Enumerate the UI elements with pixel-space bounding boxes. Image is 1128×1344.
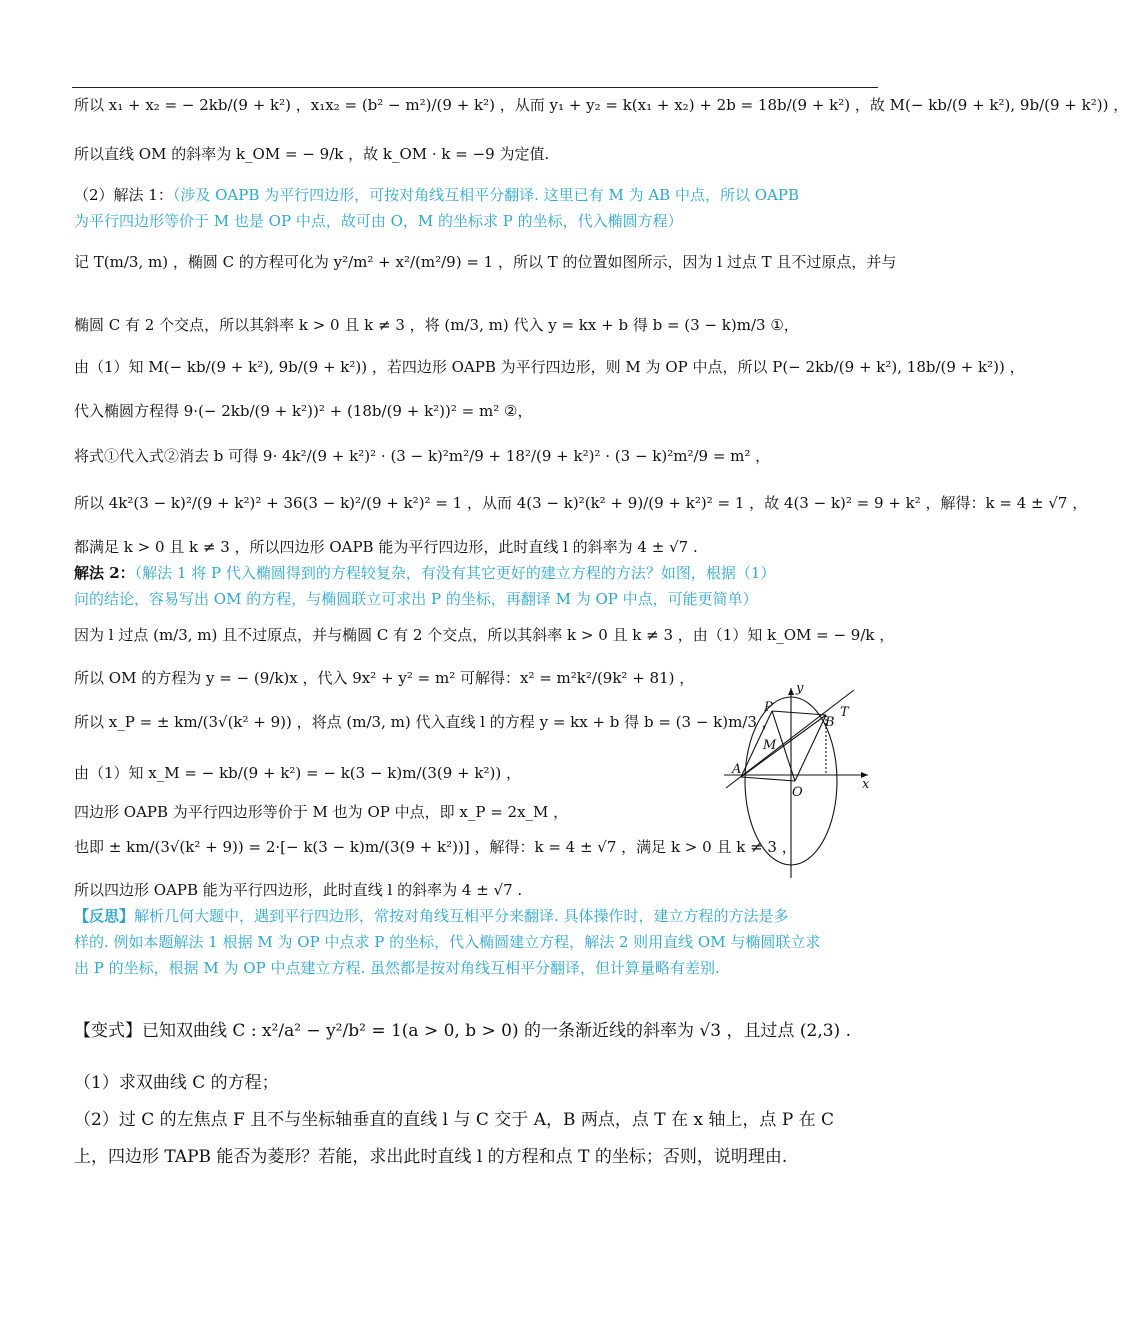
label-m: M bbox=[763, 738, 777, 753]
reflection-text: 样的. 例如本题解法 1 根据 M 为 OP 中点求 P 的坐标，代入椭圆建立方程，解法 2 则用直线 OM 与椭圆联立求 bbox=[74, 933, 821, 951]
hint-text: 为平行四边形等价于 M 也是 OP 中点，故可由 O，M 的坐标求 P 的坐标，代入椭圆方程） bbox=[74, 212, 683, 230]
text-line bbox=[74, 906, 789, 926]
method1-label: （2）解法 1： bbox=[74, 186, 173, 204]
text-line bbox=[74, 563, 775, 583]
text-line: 所以四边形 OAPB 能为平行四边形，此时直线 l 的斜率为 4 ± √7 . bbox=[74, 881, 523, 899]
text-line bbox=[74, 185, 799, 205]
text-line: 所以 4k²(3 − k)²/(9 + k²)² + 36(3 − k)²/(9 + k²)² = 1 ，从而 4(3 − k)²(k² + 9)/(9 + k²)² = 1 ，故 4(3 − k)² = 9 + k² ，解得：k = 4 ± √7 ， bbox=[74, 494, 1088, 512]
label-p: P bbox=[764, 700, 773, 715]
segment-bo bbox=[795, 715, 826, 781]
label-a: A bbox=[732, 762, 742, 777]
text-line: 所以 x₁ + x₂ = − 2kb/(9 + k²) ，x₁x₂ = (b² − m²)/(9 + k²) ，从而 y₁ + y₂ = k(x₁ + x₂) + 2b = 18b/(9 + k²) ，故 M(− kb/(9 + k²), 9b/(9 + k²)) ， bbox=[74, 96, 1128, 114]
label-o: O bbox=[792, 785, 803, 800]
reflection-label: 【反思】 bbox=[74, 907, 135, 925]
ellipse-diagram bbox=[716, 680, 876, 880]
text-line: 也即 ± km/(3√(k² + 9)) = 2·[− k(3 − k)m/(3(9 + k²))] ，解得：k = 4 ± √7 ，满足 k > 0 且 k ≠ 3 ， bbox=[74, 838, 797, 856]
hint-text: （解法 1 将 P 代入椭圆得到的方程较复杂，有没有其它更好的建立方程的方法？如图，根据（1） bbox=[134, 564, 776, 582]
label-t: T bbox=[840, 705, 849, 720]
variant-part-2-cont: 上，四边形 TAPB 能否为菱形？若能，求出此时直线 l 的方程和点 T 的坐标；否则，说明理由. bbox=[74, 1147, 788, 1167]
text-line: 所以 OM 的方程为 y = − (9/k)x ，代入 9x² + y² = m² 可解得：x² = m²k²/(9k² + 81) ， bbox=[74, 669, 695, 687]
hint-text: （涉及 OAPB 为平行四边形，可按对角线互相平分翻译. 这里已有 M 为 AB 中点，所以 OAPB bbox=[172, 186, 799, 204]
text-line: 由（1）知 x_M = − kb/(9 + k²) = − k(3 − k)m/(3(9 + k²)) ， bbox=[74, 764, 521, 782]
label-b: B bbox=[825, 715, 835, 730]
text-line: 椭圆 C 有 2 个交点，所以其斜率 k > 0 且 k ≠ 3 ，将 (m/3, m) 代入 y = kx + b 得 b = (3 − k)m/3 ①， bbox=[74, 316, 799, 334]
reflection-text: 解析几何大题中，遇到平行四边形，常按对角线互相平分来翻译. 具体操作时，建立方程的方法是多 bbox=[134, 907, 789, 925]
label-y: y bbox=[796, 681, 804, 696]
text-line: 所以直线 OM 的斜率为 k_OM = − 9/k ，故 k_OM · k = −9 为定值. bbox=[74, 145, 550, 163]
y-arrow-icon bbox=[788, 688, 794, 695]
text-line: 将式①代入式②消去 b 可得 9· 4k²/(9 + k²)² · (3 − k)²m²/9 + 18²/(9 + k²)² · (3 − k)²m²/9 = m² ， bbox=[74, 447, 771, 465]
segment-ao bbox=[741, 777, 795, 781]
reflection-text: 出 P 的坐标，根据 M 为 OP 中点建立方程. 虽然都是按对角线互相平分翻译，但计算量略有差别. bbox=[74, 959, 720, 977]
hint-text: 问的结论，容易写出 OM 的方程，与椭圆联立可求出 P 的坐标，再翻译 M 为 OP 中点，可能更简单） bbox=[74, 590, 758, 608]
text-line: 因为 l 过点 (m/3, m) 且不过原点，并与椭圆 C 有 2 个交点，所以其斜率 k > 0 且 k ≠ 3 ，由（1）知 k_OM = − 9/k ， bbox=[74, 626, 895, 644]
text-line: 由（1）知 M(− kb/(9 + k²), 9b/(9 + k²)) ，若四边形 OAPB 为平行四边形，则 M 为 OP 中点，所以 P(− 2kb/(9 + k²), 18b/(9 + k²)) ， bbox=[74, 358, 1025, 376]
label-x: x bbox=[862, 777, 870, 792]
text-line: 都满足 k > 0 且 k ≠ 3 ，所以四边形 OAPB 能为平行四边形，此时直线 l 的斜率为 4 ± √7 . bbox=[74, 538, 698, 556]
text-line: 代入椭圆方程得 9·(− 2kb/(9 + k²))² + (18b/(9 + k²))² = m² ②， bbox=[74, 402, 533, 420]
variant-part-2: （2）过 C 的左焦点 F 且不与坐标轴垂直的直线 l 与 C 交于 A，B 两点，点 T 在 x 轴上，点 P 在 C bbox=[74, 1110, 835, 1130]
text-line: 四边形 OAPB 为平行四边形等价于 M 也为 OP 中点，即 x_P = 2x_M ， bbox=[74, 803, 569, 821]
method2-label: 解法 2： bbox=[74, 564, 135, 582]
text-line: 记 T(m/3, m) ，椭圆 C 的方程可化为 y²/m² + x²/(m²/9) = 1 ，所以 T 的位置如图所示，因为 l 过点 T 且不过原点，并与 bbox=[74, 253, 897, 271]
variant-part-1: （1）求双曲线 C 的方程； bbox=[74, 1073, 279, 1093]
variant-question: 【变式】已知双曲线 C : x²/a² − y²/b² = 1(a > 0, b > 0) 的一条渐近线的斜率为 √3 ，且过点 (2,3) . bbox=[74, 1021, 851, 1041]
top-rule bbox=[72, 87, 878, 88]
text-line: 所以 x_P = ± km/(3√(k² + 9)) ，将点 (m/3, m) 代入直线 l 的方程 y = kx + b 得 b = (3 − k)m/3 ， bbox=[74, 713, 777, 731]
